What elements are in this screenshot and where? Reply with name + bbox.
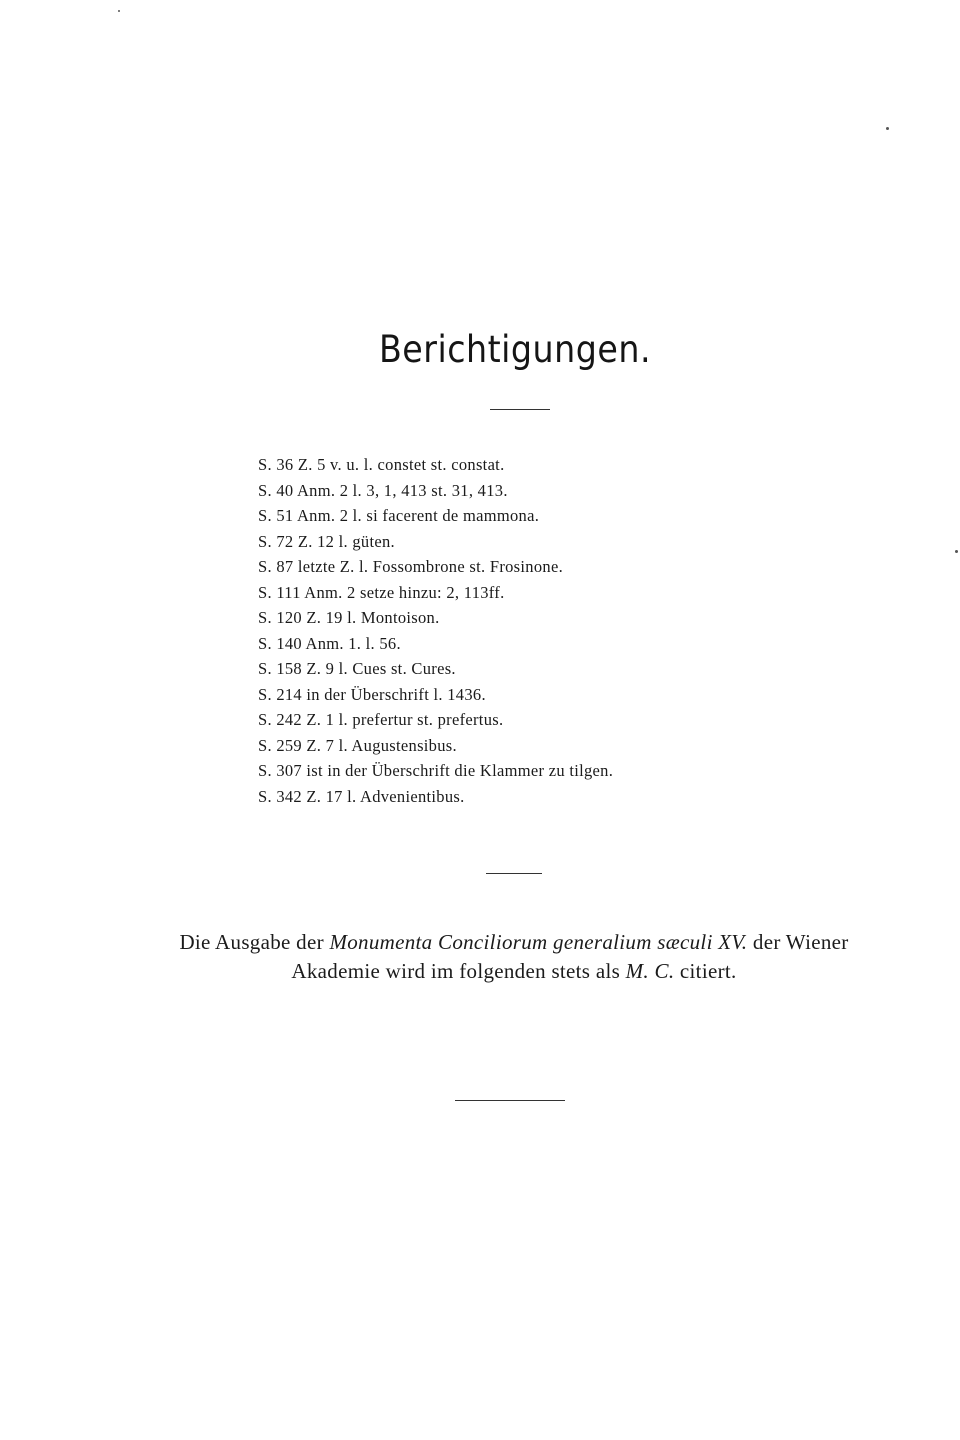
- errata-item: S. 72 Z. 12 l. güten.: [258, 531, 395, 551]
- note-italic: M. C.: [625, 959, 675, 983]
- errata-item: S. 214 in der Überschrift l. 1436.: [258, 684, 486, 704]
- paper-speck: [886, 127, 889, 130]
- errata-item: S. 36 Z. 5 v. u. l. constet st. constat.: [258, 455, 505, 474]
- page-title: Berichtigungen.: [378, 328, 652, 371]
- errata-list: [258, 452, 613, 809]
- errata-item: S. 307 ist in der Überschrift die Klammer zu tilgen.: [258, 761, 614, 780]
- errata-item: S. 259 Z. 7 l. Augustensibus.: [258, 735, 457, 755]
- errata-item: S. 40 Anm. 2 l. 3, 1, 413 st. 31, 413.: [258, 480, 508, 500]
- errata-item: S. 242 Z. 1 l. prefertur st. prefertus.: [258, 710, 504, 729]
- note-text: Akademie wird im folgenden stets als: [291, 959, 626, 983]
- errata-item: S. 111 Anm. 2 setze hinzu: 2, 113ff.: [258, 582, 505, 602]
- errata-item: S. 51 Anm. 2 l. si facerent de mammona.: [258, 506, 540, 525]
- note-text: Die Ausgabe der: [179, 930, 330, 954]
- paper-speck: [118, 10, 120, 12]
- errata-item: S. 120 Z. 19 l. Montoison.: [258, 608, 440, 627]
- errata-item: S. 342 Z. 17 l. Advenientibus.: [258, 786, 465, 806]
- note-text: der Wiener: [747, 930, 849, 954]
- errata-item: S. 140 Anm. 1. l. 56.: [258, 633, 401, 653]
- note-text: citiert.: [674, 959, 737, 983]
- bottom-divider: [455, 1100, 565, 1101]
- note-line-2: [34, 957, 960, 986]
- title-divider: [490, 409, 550, 410]
- note-line-1: [34, 928, 960, 957]
- errata-divider: [486, 873, 542, 874]
- errata-item: S. 87 letzte Z. l. Fossombrone st. Frosinone.: [258, 557, 563, 576]
- note-italic: Monumenta Conciliorum generalium sæculi XV.: [329, 930, 748, 954]
- citation-note: [34, 928, 960, 986]
- paper-speck: [955, 550, 958, 553]
- errata-item: S. 158 Z. 9 l. Cues st. Cures.: [258, 659, 456, 678]
